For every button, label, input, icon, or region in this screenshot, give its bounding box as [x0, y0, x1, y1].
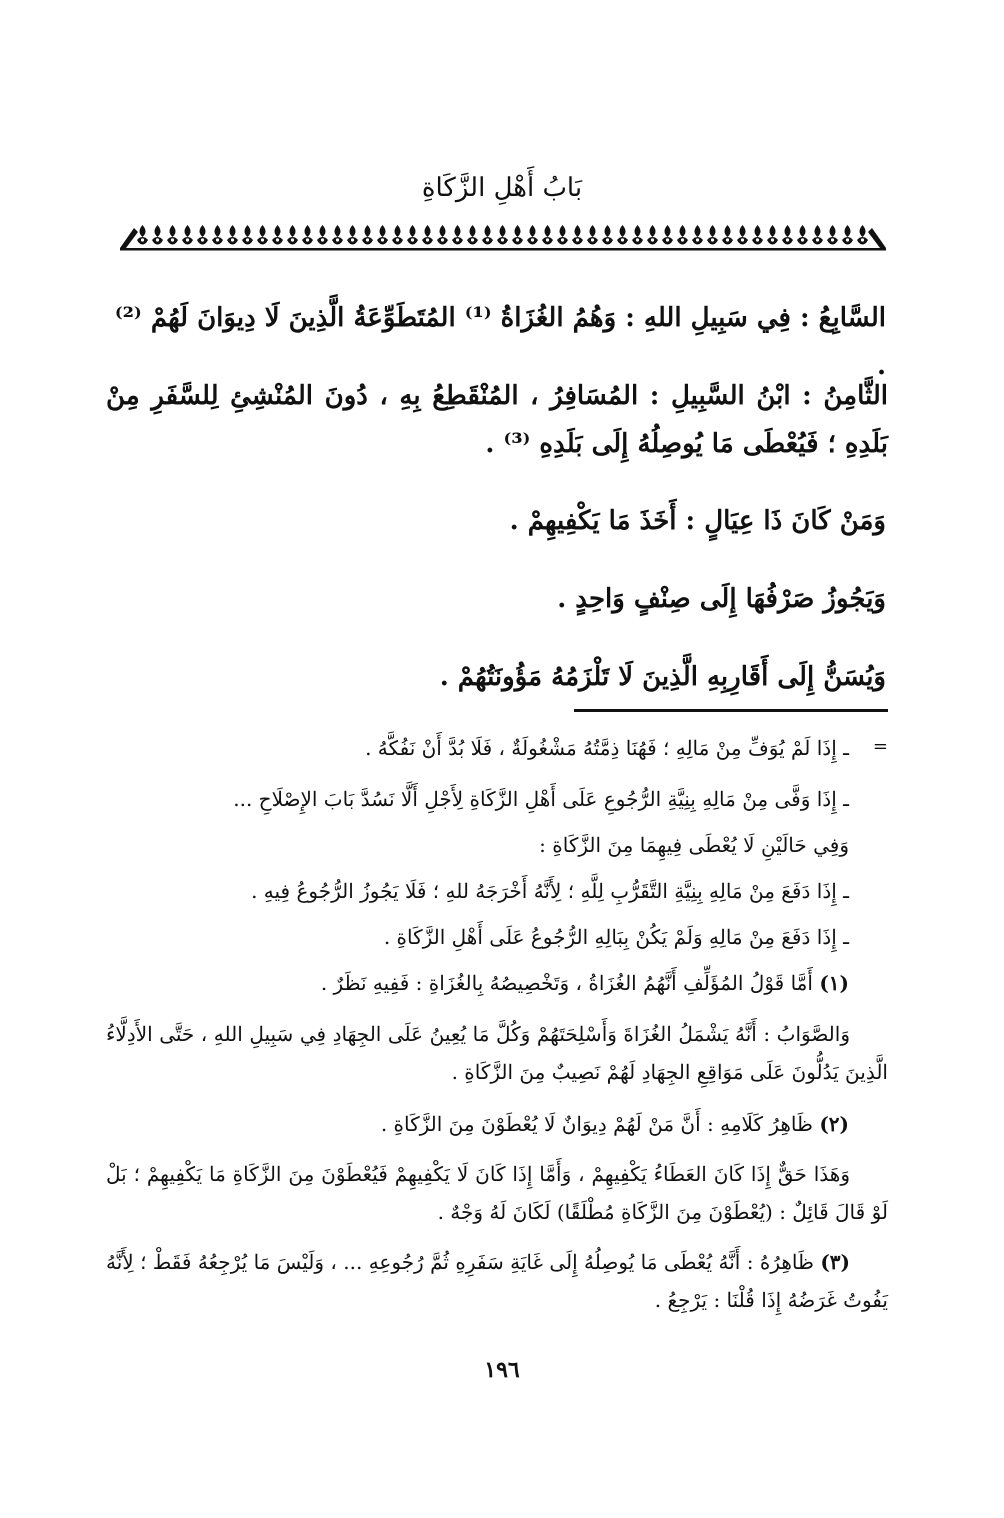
footnote-separator — [574, 709, 888, 712]
chapter-header-title: بَابُ أَهْلِ الزَّكَاةِ — [421, 173, 583, 203]
footnote-line: ـ إِذَا وَفَّى مِنْ مَالِهِ بِنِيَّةِ الرُّجُوعِ عَلَى أَهْلِ الزَّكَاةِ لِأَجْلِ أَلَّا نَسُدَّ بَابَ الإِصْلَاحِ ... — [233, 787, 849, 811]
paragraph-single-category: وَيَجُوزُ صَرْفُهَا إِلَى صِنْفٍ وَاحِدٍ . — [557, 584, 886, 614]
paragraph-seventh-category: السَّابِعُ : فِي سَبِيلِ اللهِ : وَهُمُ الغُزَاةُ ⁽¹⁾ المُتَطَوِّعَةُ الَّذِينَ لَا دِيوَانَ لَهُمْ ⁽²⁾ . — [114, 303, 886, 381]
footnote-2-continuation: وَهَذَا حَقٌّ إِذَا كَانَ العَطَاءُ يَكْفِيهِمْ ، وَأَمَّا إِذَا كَانَ لَا يَكْفِيهِمْ فَيُعْطَوْنَ مِنَ الزَّكَاةِ مَا يَكْفِيهِمْ ؛ بَلْ لَوْ قَالَ قَائِلٌ : (يُعْطَوْنَ مِنَ الزَّكَاةِ مُطْلَقًا) لَكَانَ لَهُ وَجْهٌ . — [106, 1162, 888, 1224]
footnote-1-number: (١) — [819, 971, 849, 995]
paragraph-relatives: وَيُسَنُّ إِلَى أَقَارِبِهِ الَّذِينَ لَا تَلْزَمُهُ مَؤُونَتُهُمْ . — [439, 662, 886, 692]
footnote-1-text: أَمَّا قَوْلُ المُؤَلِّفِ أَنَّهُمُ الغُزَاةُ ، وَتَخْصِيصُهُ بِالغُزَاةِ : فَفِيهِ نَظَرٌ . — [320, 971, 813, 995]
footnote-2 — [106, 1106, 849, 1142]
footnote-2-number: (٢) — [819, 1112, 849, 1136]
footnote-3-text: ظَاهِرُهُ : أَنَّهُ يُعْطَى مَا يُوصِلُهُ إِلَى غَايَةِ سَفَرِهِ ثُمَّ رُجُوعِهِ ... ، وَلَيْسَ مَا يُرْجِعُهُ فَقَطْ ؛ لِأَنَّهُ يَفُوتُ غَرَضُهُ إِذَا قُلْنَا : يَرْجِعُ . — [106, 1250, 888, 1312]
page-number: ١٩٦ — [484, 1357, 520, 1383]
footnote-continuation-marker: = — [872, 736, 888, 757]
footnote-3-number: (٣) — [820, 1250, 850, 1274]
footnote-3 — [106, 1243, 888, 1319]
footnote-1-continuation: وَالصَّوَابُ : أَنَّهُ يَشْمَلُ الغُزَاةَ وَأَسْلِحَتَهُمْ وَكُلَّ مَا يُعِينُ عَلَى الجِهَادِ فِي سَبِيلِ اللهِ ، حَتَّى الأَدِلَّاءُ الَّذِينَ يَدُلُّونَ عَلَى مَوَاقِعِ الجِهَادِ لَهُمْ نَصِيبٌ مِنَ الزَّكَاةِ . — [106, 1022, 888, 1084]
footnote-1 — [106, 965, 849, 1001]
footnote-line: ـ إِذَا دَفَعَ مِنْ مَالِهِ بِنِيَّةِ التَّقَرُّبِ لِلَّهِ ؛ لِأَنَّهُ أَخْرَجَهُ للهِ ؛ فَلَا يَجُوزُ الرُّجُوعُ فِيهِ . — [251, 879, 849, 903]
paragraph-eighth-category: الثَّامِنُ : ابْنُ السَّبِيلِ : المُسَافِرُ ، المُنْقَطِعُ بِهِ ، دُونَ المُنْشِئِ لِلسَّفَرِ مِنْ بَلَدِهِ ؛ فَيُعْطَى مَا يُوصِلُهُ إِلَى بَلَدِهِ ⁽³⁾ . — [106, 381, 888, 459]
footnote-line: ـ إِذَا دَفَعَ مِنْ مَالِهِ وَلَمْ يَكُنْ بِبَالِهِ الرُّجُوعُ عَلَى أَهْلِ الزَّكَاةِ . — [383, 925, 849, 949]
footnote-line: وَفِي حَالَيْنِ لَا يُعْطَى فِيهِمَا مِنَ الزَّكَاةِ : — [539, 833, 849, 857]
paragraph-dependents: وَمَنْ كَانَ ذَا عِيَالٍ : أَخَذَ مَا يَكْفِيهِمْ . — [509, 506, 886, 536]
ornamental-divider — [120, 222, 886, 252]
footnote-2-text: ظَاهِرُ كَلَامِهِ : أَنَّ مَنْ لَهُمْ دِيوَانٌ لَا يُعْطَوْنَ مِنَ الزَّكَاةِ . — [380, 1112, 813, 1136]
footnote-line: ـ إِذَا لَمْ يُوَفِّ مِنْ مَالِهِ ؛ فَهُنَا ذِمَّتُهُ مَشْغُولَةٌ ، فَلَا بُدَّ أَنْ نَفُكَّهُ . — [365, 736, 849, 760]
